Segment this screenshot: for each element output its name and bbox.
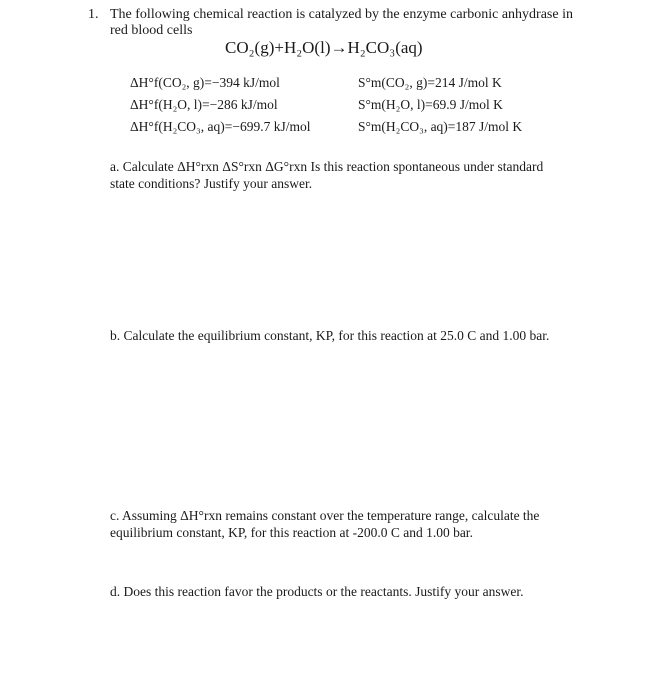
part-d-question: d. Does this reaction favor the products or the reactants. Justify your answer. [110, 584, 524, 599]
data-row-h2co3 [130, 119, 530, 141]
question-intro: The following chemical reaction is catalyzed by the enzyme carbonic anhydrase in red blood cells [110, 7, 573, 38]
data-row-h2o [130, 97, 530, 119]
entropy-h2co3: S°m(H₂CO₃, aq)=187 J/mol K [358, 119, 523, 134]
entropy-co2: S°m(CO₂, g)=214 J/mol K [358, 75, 502, 90]
enthalpy-co2: ΔH°f(CO₂, g)=−394 kJ/mol [130, 75, 280, 90]
enthalpy-h2co3: ΔH°f(H₂CO₃, aq)=−699.7 kJ/mol [130, 119, 311, 134]
part-c-question: c. Assuming ΔH°rxn remains constant over the temperature range, calculate the equilibrium constant, KP, for this reaction at -200.0 C and 1.00 bar. [110, 508, 540, 540]
entropy-h2o: S°m(H₂O, l)=69.9 J/mol K [358, 97, 503, 112]
question-number: 1. [88, 7, 99, 22]
data-row-co2 [130, 75, 530, 97]
part-a-question: a. Calculate ΔH°rxn ΔS°rxn ΔG°rxn Is this reaction spontaneous under standard state conditions? Justify your answer. [110, 159, 544, 191]
part-b-question: b. Calculate the equilibrium constant, KP, for this reaction at 25.0 C and 1.00 bar. [110, 328, 550, 343]
thermodynamic-data [130, 75, 530, 141]
reaction-equation: CO₂(g)+H₂O(l)→H₂CO₃(aq) [225, 38, 423, 57]
enthalpy-h2o: ΔH°f(H₂O, l)=−286 kJ/mol [130, 97, 278, 112]
